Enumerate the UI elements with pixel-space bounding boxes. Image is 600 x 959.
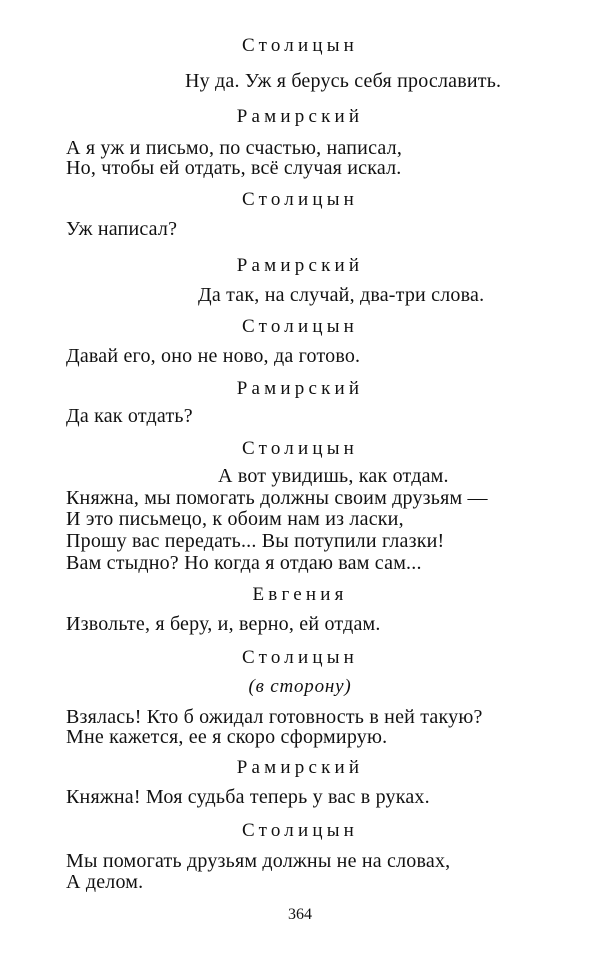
verse-line: И это письмецо, к обоим нам из ласки, bbox=[66, 508, 404, 530]
speaker-name: Евгения bbox=[252, 584, 348, 605]
stage-direction: (в сторону) bbox=[248, 676, 352, 697]
speaker-name: Столицын bbox=[241, 820, 359, 841]
verse-line: Княжна, мы помогать должны своим друзьям — bbox=[66, 487, 488, 509]
speaker-name: Рамирский bbox=[236, 106, 364, 127]
verse-line: Уж написал? bbox=[66, 218, 178, 240]
verse-line: А я уж и письмо, по счастью, написал, bbox=[66, 137, 403, 159]
verse-line: Мне кажется, ее я скоро сформирую. bbox=[66, 726, 388, 748]
speaker-name: Столицын bbox=[241, 35, 359, 56]
verse-line: Но, чтобы ей отдать, всё случая искал. bbox=[66, 157, 402, 179]
verse-line: Вам стыдно? Но когда я отдаю вам сам... bbox=[66, 552, 422, 574]
verse-line: А делом. bbox=[66, 871, 144, 893]
speaker-name: Столицын bbox=[241, 438, 359, 459]
verse-line: Да так, на случай, два-три слова. bbox=[198, 284, 485, 306]
speaker-name: Рамирский bbox=[236, 757, 364, 778]
verse-line: Взялась! Кто б ожидал готовность в ней такую? bbox=[66, 706, 483, 728]
page-number: 364 bbox=[288, 906, 312, 923]
verse-line: Княжна! Моя судьба теперь у вас в руках. bbox=[66, 786, 430, 808]
verse-line: А вот увидишь, как отдам. bbox=[218, 465, 449, 487]
verse-line: Мы помогать друзьям должны не на словах, bbox=[66, 850, 451, 872]
verse-line: Извольте, я беру, и, верно, ей отдам. bbox=[66, 613, 381, 635]
verse-line: Давай его, оно не ново, да готово. bbox=[66, 345, 361, 367]
speaker-name: Рамирский bbox=[236, 378, 364, 399]
verse-line: Да как отдать? bbox=[66, 405, 193, 427]
speaker-name: Столицын bbox=[241, 647, 359, 668]
verse-line: Прошу вас передать... Вы потупили глазки! bbox=[66, 530, 445, 552]
speaker-name: Столицын bbox=[241, 189, 359, 210]
speaker-name: Рамирский bbox=[236, 255, 364, 276]
speaker-name: Столицын bbox=[241, 316, 359, 337]
verse-line: Ну да. Уж я берусь себя прославить. bbox=[185, 70, 502, 92]
